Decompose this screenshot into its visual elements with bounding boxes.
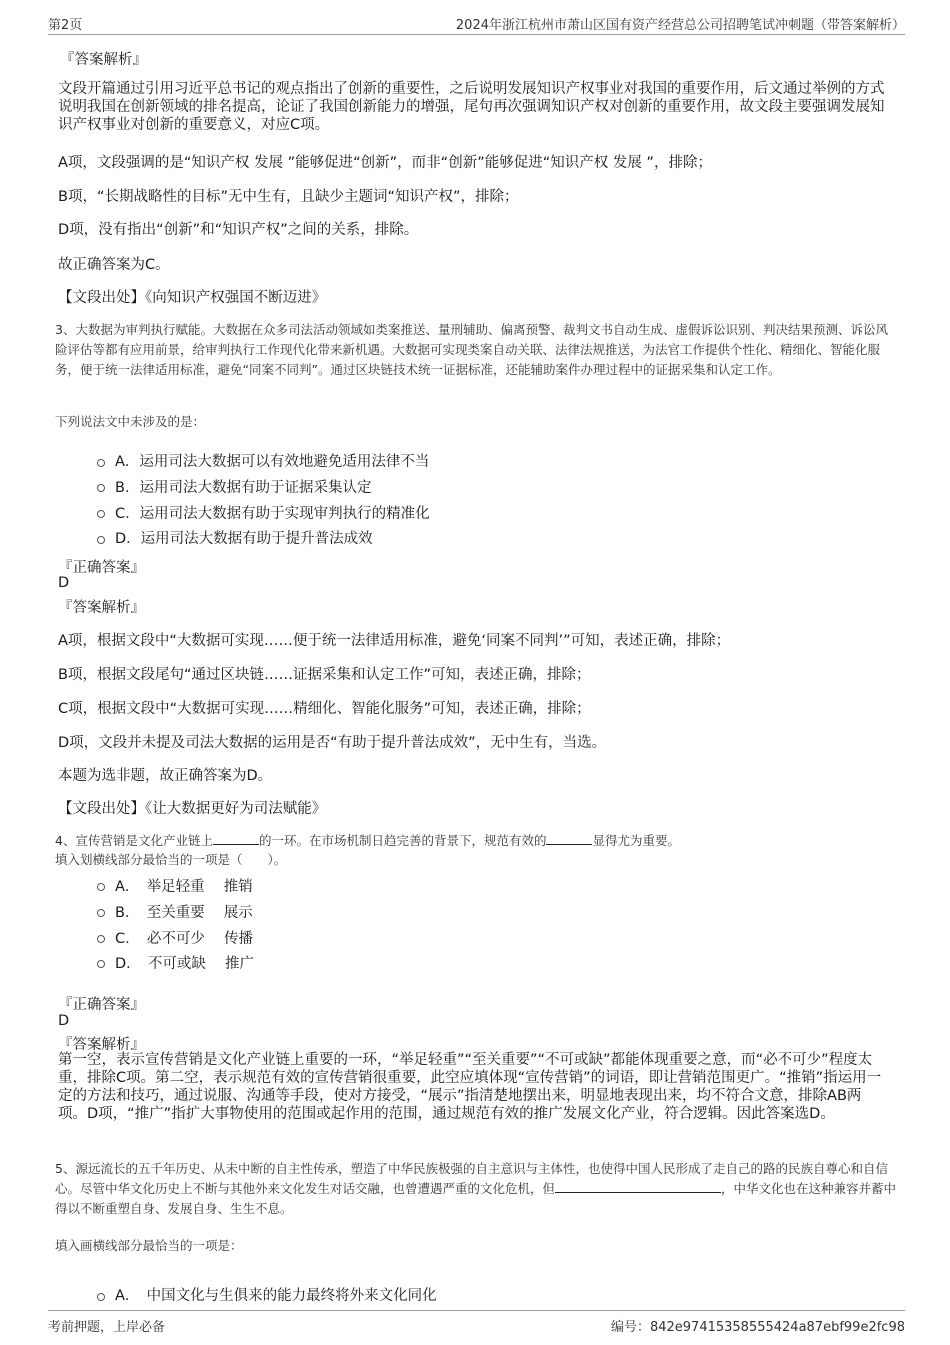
page-footer — [48, 1310, 905, 1335]
radio-icon[interactable] — [97, 960, 105, 968]
q4-question: 填入划横线部分最恰当的一项是（ ）。 — [55, 852, 287, 867]
q2-analysis-paragraph: 文段开篇通过引用习近平总书记的观点指出了创新的重要性，之后说明发展知识产权事业对我国的重要作用，后文通过举例的方式说明我国在创新领域的排名提高，论证了我国创新能力的增强，尾句再次强调知识产权对创新的重要作用，故文段主要强调发展知识产权事业对创新的重要意义，对应C项。 — [58, 81, 885, 133]
document-title: 2024年浙江杭州市萧山区国有资产经营总公司招聘笔试冲刺题（带答案解析） — [455, 18, 905, 33]
radio-icon[interactable] — [97, 459, 105, 467]
q3-option-d-label: D．运用司法大数据有助于提升普法成效 — [115, 531, 373, 547]
q2-source: 【文段出处】《向知识产权强国不断迈进》 — [58, 290, 327, 306]
q4-analysis-label: 『答案解析』 — [58, 1037, 145, 1053]
q3-analysis-d: D项，文段并未提及司法大数据的运用是否“有助于提升普法成效”，无中生有，当选。 — [58, 735, 607, 751]
q2-analysis-label: 『答案解析』 — [60, 52, 147, 68]
radio-icon[interactable] — [97, 1293, 105, 1301]
q4-stem-part1: 4、宣传营销是文化产业链上 — [55, 833, 213, 848]
page-number: 第2页 — [48, 18, 83, 33]
q2-analysis-a: A项，文段强调的是“知识产权 发展 ”能够促进“创新”，而非“创新”能够促进“知识产权 发展 ”，排除； — [58, 155, 712, 171]
q4-analysis-paragraph: 第一空，表示宣传营销是文化产业链上重要的一环，“举足轻重”“至关重要”“不可或缺”都能体现重要之意，而“必不可少”程度太重，排除C项。第二空，表示规范有效的宣传营销很重要，此空应填体现“宣传营销”的词语，即让营销范围更广。“推销”指运用一定的方法和技巧，通过说服、沟通等手段，使对方接受，“展示”指清楚地摆出来，明显地表现出来，均不符合文意，排除AB两项。D项，“推广”指扩大事物使用的范围或起作用的范围，通过规范有效的推广发展文化产业，符合逻辑。因此答案选D。 — [58, 1052, 882, 1122]
radio-icon[interactable] — [97, 536, 105, 544]
q5-blank — [555, 1180, 721, 1193]
q5-stem — [55, 1159, 897, 1219]
q2-analysis-d: D项，没有指出“创新”和“知识产权”之间的关系，排除。 — [58, 222, 419, 238]
q4-option-c-label: C． 必不可少 传播 — [115, 931, 253, 947]
footer-serial: 编号：842e97415358555424a87ebf99e2fc98 — [610, 1320, 905, 1335]
q4-stem-part2: 的一环。在市场机制日趋完善的背景下，规范有效的 — [258, 833, 547, 848]
radio-icon[interactable] — [97, 883, 105, 891]
q2-analysis-b: B项，“长期战略性的目标”无中生有，且缺少主题词“知识产权”，排除； — [58, 189, 519, 205]
footer-slogan: 考前押题，上岸必备 — [48, 1320, 166, 1335]
q3-answer-label: 『正确答案』 — [58, 560, 145, 576]
q3-conclusion: 本题为选非题，故正确答案为D。 — [58, 768, 273, 784]
q2-conclusion: 故正确答案为C。 — [58, 257, 170, 273]
q4-stem-part3: 显得尤为重要。 — [592, 833, 680, 848]
page-header — [48, 12, 905, 35]
q5-question: 填入画横线部分最恰当的一项是： — [55, 1238, 243, 1253]
q3-analysis-c: C项，根据文段中“大数据可实现……精细化、智能化服务”可知，表述正确，排除； — [58, 701, 591, 717]
q4-stem — [55, 831, 680, 851]
q3-analysis-b: B项，根据文段尾句“通过区块链……证据采集和认定工作”可知，表述正确，排除； — [58, 667, 591, 683]
radio-icon[interactable] — [97, 909, 105, 917]
q4-answer: D — [58, 1013, 70, 1029]
q3-analysis-a: A项，根据文段中“大数据可实现……便于统一法律适用标准，避免‘同案不同判’”可知，表述正确，排除； — [58, 633, 731, 649]
q3-source: 【文段出处】《让大数据更好为司法赋能》 — [58, 801, 327, 817]
q4-answer-label: 『正确答案』 — [58, 997, 145, 1013]
q5-option-a-label: A． 中国文化与生俱来的能力最终将外来文化同化 — [115, 1288, 437, 1304]
q5-stem-part1: 5、源远流长的五千年历史、从未中断的自主性传承，塑造了中华民族极强的自主意识与主体性，也使得中国人民形成了走自己的路的民族自尊心和自信心。尽管中华文化历史上不断与其他外来文化发生对话交融，也曾遭遇严重的文化危机，但 — [55, 1161, 888, 1196]
q4-blank-2 — [546, 832, 592, 845]
radio-icon[interactable] — [97, 510, 105, 518]
q3-analysis-label: 『答案解析』 — [58, 600, 145, 616]
q3-stem: 3、大数据为审判执行赋能。大数据在众多司法活动领域如类案推送、量刑辅助、偏离预警、裁判文书自动生成、虚假诉讼识别、判决结果预测、诉讼风险评估等都有应用前景，给审判执行工作现代化带来新机遇。大数据可实现类案自动关联、法律法规推送，为法官工作提供个性化、精细化、智能化服务，便于统一法律适用标准，避免“同案不同判”。通过区块链技术统一证据标准，还能辅助案件办理过程中的证据采集和认定工作。 — [55, 322, 888, 377]
q4-option-b-label: B． 至关重要 展示 — [115, 905, 253, 921]
q3-option-a-label: A．运用司法大数据可以有效地避免适用法律不当 — [115, 454, 430, 470]
q3-option-b-label: B．运用司法大数据有助于证据采集认定 — [115, 480, 372, 496]
q3-question: 下列说法文中未涉及的是： — [55, 414, 206, 429]
q4-blank-1 — [213, 832, 259, 845]
q4-option-a-label: A． 举足轻重 推销 — [115, 879, 253, 895]
radio-icon[interactable] — [97, 484, 105, 492]
q3-option-c-label: C．运用司法大数据有助于实现审判执行的精准化 — [115, 506, 430, 522]
q3-answer: D — [58, 575, 70, 591]
q4-option-d-label: D． 不可或缺 推广 — [115, 956, 255, 972]
q5-stem-part2: ，中华文化也在这种兼容并蓄中得以不断重塑自身、发展自身、生生不息。 — [55, 1181, 897, 1216]
radio-icon[interactable] — [97, 935, 105, 943]
